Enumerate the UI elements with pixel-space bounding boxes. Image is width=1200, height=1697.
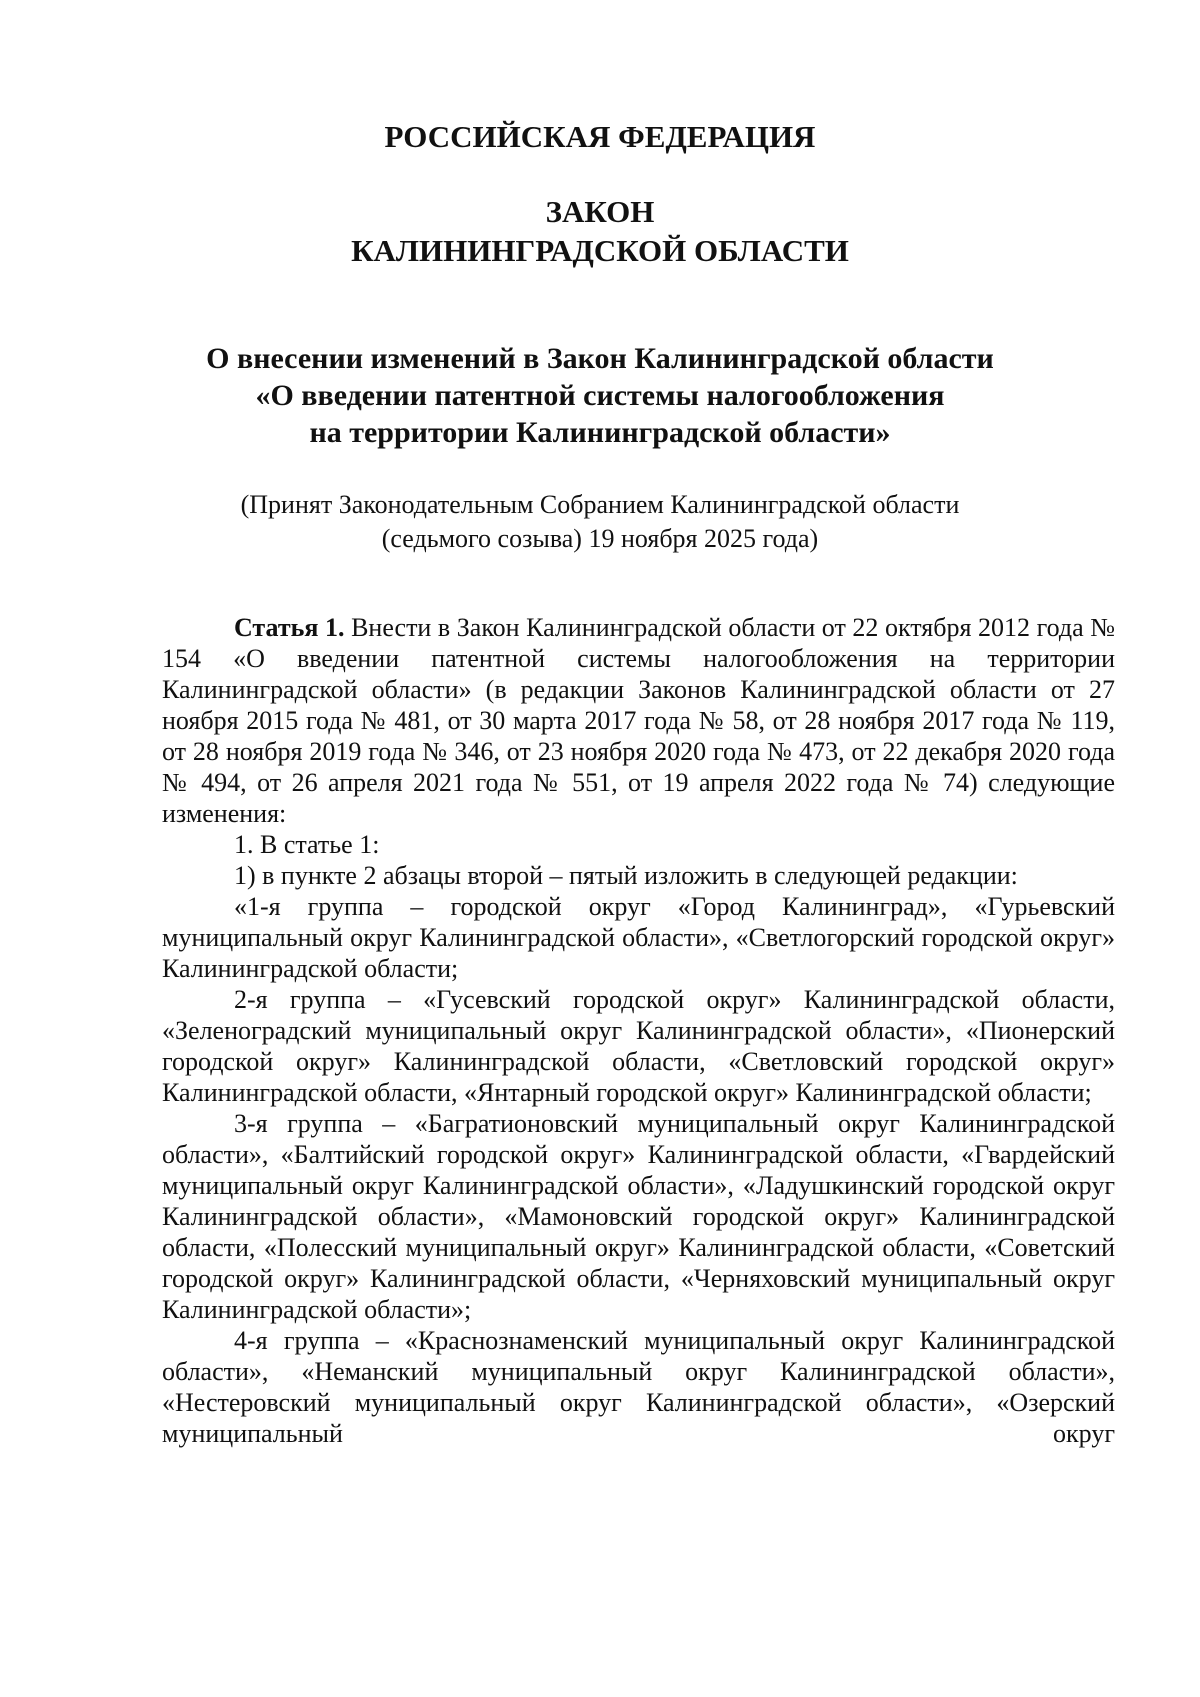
adoption-note	[0, 488, 1200, 556]
item-1: 1. В статье 1:	[234, 830, 380, 859]
group-3-paragraph: 3-я группа – «Багратионовский муниципальный округ Калининградской области», «Балтийский городской округ» Калининградской области, «Гвардейский муниципальный округ Калининградской области», «Ладушкинский городской округ Калининградской области», «Мамоновский городской округ» Калининградской области, «Полесский муниципальный округ» Калининградской области, «Советский городской округ» Калининградской области, «Черняховский муниципальный округ Калининградской области»;	[162, 1109, 1115, 1324]
group-1-paragraph: «1-я группа – городской округ «Город Калининград», «Гурьевский муниципальный округ Калининградской области», «Светлогорский городской округ» Калининградской области;	[162, 892, 1115, 983]
law-title	[0, 340, 1200, 451]
law-title-line: О внесении изменений в Закон Калининградской области	[206, 342, 994, 375]
adoption-note-line: (Принят Законодательным Собранием Калининградской области	[240, 490, 960, 519]
adoption-note-line: (седьмого созыва) 19 ноября 2025 года)	[381, 524, 819, 553]
law-heading: ЗАКОН	[545, 194, 655, 229]
law-title-line: на территории Калининградской области»	[309, 416, 891, 449]
document-body	[162, 612, 1115, 1449]
country-heading: РОССИЙСКАЯ ФЕДЕРАЦИЯ	[384, 119, 816, 154]
group-4-paragraph: 4-я группа – «Краснознаменский муниципальный округ Калининградской области», «Неманский муниципальный округ Калининградской области», «Нестеровский муниципальный округ Калининградской области», «Озерский муниципальный округ	[162, 1326, 1115, 1448]
subitem-1: 1) в пункте 2 абзацы второй – пятый изложить в следующей редакции:	[234, 861, 1018, 890]
article-label: Статья 1.	[234, 613, 345, 642]
region-heading: КАЛИНИНГРАДСКОЙ ОБЛАСТИ	[351, 233, 849, 268]
law-title-line: «О введении патентной системы налогообложения	[255, 379, 945, 412]
group-2-paragraph: 2-я группа – «Гусевский городской округ» Калининградской области, «Зеленоградский муниципальный округ Калининградской области», «Пионерский городской округ» Калининградской области, «Светловский городской округ» Калининградской области, «Янтарный городской округ» Калининградской области;	[162, 985, 1115, 1107]
article-intro: Внести в Закон Калининградской области от 22 октября 2012 года № 154 «О введении патентной системы налогообложения на территории Калининградской области» (в редакции Законов Калининградской области от 27 ноября 2015 года № 481, от 30 марта 2017 года № 58, от 28 ноября 2017 года № 119, от 28 ноября 2019 года № 346, от 23 ноября 2020 года № 473, от 22 декабря 2020 года № 494, от 26 апреля 2021 года № 551, от 19 апреля 2022 года № 74) следующие изменения:	[162, 613, 1115, 828]
article-1-paragraph	[162, 612, 1115, 829]
